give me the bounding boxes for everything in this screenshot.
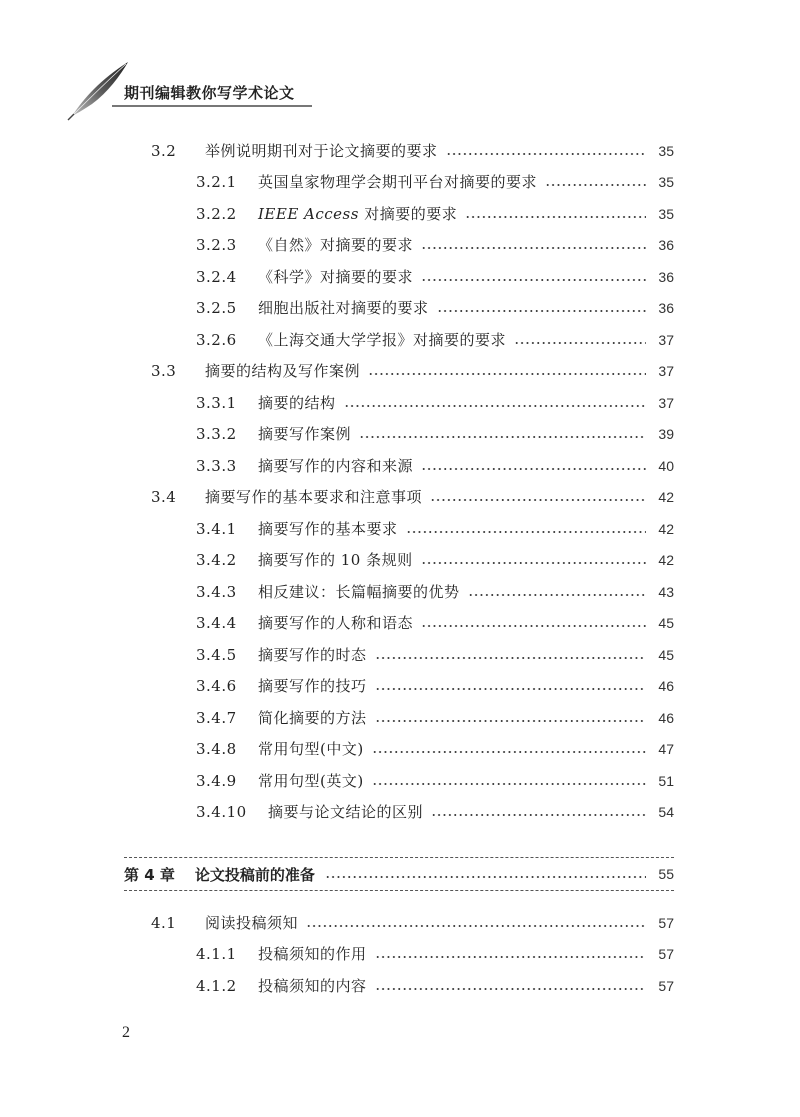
page-ref: 45 bbox=[658, 615, 674, 631]
toc-chapter-4[interactable] bbox=[124, 857, 674, 891]
page-ref: 35 bbox=[658, 174, 674, 190]
dot-leader bbox=[421, 279, 646, 281]
journal-name: IEEE Access bbox=[258, 205, 359, 223]
section-number: 3.2.3 bbox=[196, 236, 237, 254]
section-number: 3.2.5 bbox=[196, 299, 237, 317]
page-ref: 46 bbox=[658, 710, 674, 726]
dot-leader bbox=[421, 247, 646, 249]
toc-entry-3-4[interactable] bbox=[151, 485, 674, 509]
section-number: 3.4.7 bbox=[196, 709, 237, 727]
dot-leader bbox=[375, 657, 646, 659]
page-ref: 36 bbox=[658, 269, 674, 285]
section-title: 摘要写作的内容和来源 bbox=[258, 457, 414, 475]
section-number: 3.3.3 bbox=[196, 457, 237, 475]
toc-entry-3-2-6[interactable] bbox=[196, 328, 674, 352]
page-ref: 36 bbox=[658, 237, 674, 253]
dot-leader bbox=[375, 720, 646, 722]
toc-entry-4-1-2[interactable] bbox=[196, 974, 674, 998]
section-number: 3.4.8 bbox=[196, 740, 237, 758]
toc-entry-3-4-2[interactable] bbox=[196, 548, 674, 572]
chapter-number: 第 4 章 bbox=[124, 865, 175, 884]
dot-leader bbox=[468, 594, 646, 596]
page-ref: 54 bbox=[658, 804, 674, 820]
dot-leader bbox=[514, 342, 646, 344]
dot-leader bbox=[406, 531, 646, 533]
section-title: 投稿须知的内容 bbox=[258, 977, 367, 995]
section-title: 摘要写作的基本要求和注意事项 bbox=[205, 488, 423, 506]
dot-leader bbox=[437, 310, 646, 312]
section-title: 摘要的结构 bbox=[258, 394, 336, 412]
section-title: 摘要写作的基本要求 bbox=[258, 520, 398, 538]
page-ref: 57 bbox=[658, 978, 674, 994]
page-ref: 40 bbox=[658, 458, 674, 474]
page-ref: 42 bbox=[658, 521, 674, 537]
toc-entry-3-2[interactable] bbox=[151, 139, 674, 163]
section-number: 3.4.1 bbox=[196, 520, 237, 538]
section-title: 摘要与论文结论的区别 bbox=[268, 803, 424, 821]
page-ref: 47 bbox=[658, 741, 674, 757]
page-ref: 39 bbox=[658, 426, 674, 442]
toc-entry-3-4-4[interactable] bbox=[196, 611, 674, 635]
toc-entry-3-4-7[interactable] bbox=[196, 706, 674, 730]
dot-leader bbox=[430, 499, 646, 501]
page-ref: 35 bbox=[658, 206, 674, 222]
toc-entry-3-4-10[interactable] bbox=[196, 800, 674, 824]
chapter-title: 论文投稿前的准备 bbox=[194, 865, 315, 884]
page-ref: 37 bbox=[658, 363, 674, 379]
toc-entry-3-3[interactable] bbox=[151, 359, 674, 383]
toc-entry-3-4-8[interactable] bbox=[196, 737, 674, 761]
page-ref: 42 bbox=[658, 552, 674, 568]
page-ref: 46 bbox=[658, 678, 674, 694]
section-number: 4.1.1 bbox=[196, 945, 237, 963]
toc-entry-3-4-1[interactable] bbox=[196, 517, 674, 541]
page-ref: 51 bbox=[658, 773, 674, 789]
section-number: 3.4.6 bbox=[196, 677, 237, 695]
section-title: 阅读投稿须知 bbox=[205, 914, 299, 932]
dot-leader bbox=[368, 373, 646, 375]
toc-entry-3-3-3[interactable] bbox=[196, 454, 674, 478]
section-number: 3.2.6 bbox=[196, 331, 237, 349]
section-title: 英国皇家物理学会期刊平台对摘要的要求 bbox=[258, 173, 538, 191]
page-ref: 55 bbox=[658, 866, 674, 882]
section-title: 摘要写作案例 bbox=[258, 425, 352, 443]
toc-entry-3-4-9[interactable] bbox=[196, 769, 674, 793]
section-number: 4.1.2 bbox=[196, 977, 237, 995]
section-number: 3.3 bbox=[151, 362, 177, 380]
toc-entry-3-4-5[interactable] bbox=[196, 643, 674, 667]
dot-leader bbox=[359, 436, 646, 438]
section-title: 相反建议：长篇幅摘要的优势 bbox=[258, 583, 460, 601]
dot-leader bbox=[431, 814, 646, 816]
page-ref: 43 bbox=[658, 584, 674, 600]
dot-leader bbox=[306, 925, 646, 927]
section-number: 4.1 bbox=[151, 914, 177, 932]
section-number: 3.4.9 bbox=[196, 772, 237, 790]
section-title: 《上海交通大学学报》对摘要的要求 bbox=[258, 331, 507, 349]
toc-entry-4-1-1[interactable] bbox=[196, 942, 674, 966]
page-ref: 36 bbox=[658, 300, 674, 316]
page-ref: 45 bbox=[658, 647, 674, 663]
section-number: 3.3.1 bbox=[196, 394, 237, 412]
section-title: 摘要写作的 10 条规则 bbox=[258, 551, 413, 569]
section-title: 摘要写作的时态 bbox=[258, 646, 367, 664]
dot-leader bbox=[325, 876, 646, 878]
section-title: 《科学》对摘要的要求 bbox=[258, 268, 414, 286]
toc-entry-3-3-2[interactable] bbox=[196, 422, 674, 446]
section-number: 3.4.4 bbox=[196, 614, 237, 632]
section-title: 摘要的结构及写作案例 bbox=[205, 362, 361, 380]
section-number: 3.4.5 bbox=[196, 646, 237, 664]
dot-leader bbox=[421, 562, 646, 564]
page-number: 2 bbox=[122, 1024, 130, 1041]
section-title: 简化摘要的方法 bbox=[258, 709, 367, 727]
section-title bbox=[248, 202, 465, 226]
section-title: 《自然》对摘要的要求 bbox=[258, 236, 414, 254]
toc-entry-3-2-4[interactable] bbox=[196, 265, 674, 289]
section-number: 3.2 bbox=[151, 142, 177, 160]
toc-entry-3-4-3[interactable] bbox=[196, 580, 674, 604]
section-title-rest: 对摘要的要求 bbox=[358, 205, 458, 223]
section-title: 摘要写作的技巧 bbox=[258, 677, 367, 695]
section-number: 3.3.2 bbox=[196, 425, 237, 443]
page-ref: 57 bbox=[658, 946, 674, 962]
dot-leader bbox=[372, 751, 646, 753]
toc-entry-3-2-1[interactable] bbox=[196, 170, 674, 194]
section-title: 细胞出版社对摘要的要求 bbox=[258, 299, 429, 317]
dot-leader bbox=[465, 216, 646, 218]
page-ref: 35 bbox=[658, 143, 674, 159]
section-title: 举例说明期刊对于论文摘要的要求 bbox=[205, 142, 438, 160]
dot-leader bbox=[545, 184, 646, 186]
section-number: 3.4.2 bbox=[196, 551, 237, 569]
section-number: 3.4.10 bbox=[196, 803, 247, 821]
section-title: 常用句型(英文) bbox=[258, 772, 364, 790]
section-number: 3.2.2 bbox=[196, 205, 237, 223]
running-header-title: 期刊编辑教你写学术论文 bbox=[124, 84, 295, 102]
dot-leader bbox=[446, 153, 646, 155]
section-title: 摘要写作的人称和语态 bbox=[258, 614, 414, 632]
page-ref: 37 bbox=[658, 395, 674, 411]
dot-leader bbox=[375, 956, 646, 958]
page-ref: 57 bbox=[658, 915, 674, 931]
section-number: 3.2.4 bbox=[196, 268, 237, 286]
toc-entry-3-2-5[interactable] bbox=[196, 296, 674, 320]
toc-entry-3-3-1[interactable] bbox=[196, 391, 674, 415]
section-title: 常用句型(中文) bbox=[258, 740, 364, 758]
toc-entry-3-2-3[interactable] bbox=[196, 233, 674, 257]
dot-leader bbox=[372, 783, 646, 785]
page-ref: 37 bbox=[658, 332, 674, 348]
section-title: 投稿须知的作用 bbox=[258, 945, 367, 963]
dot-leader bbox=[421, 625, 646, 627]
section-number: 3.4 bbox=[151, 488, 177, 506]
dot-leader bbox=[344, 405, 646, 407]
page-ref: 42 bbox=[658, 489, 674, 505]
dot-leader bbox=[375, 988, 646, 990]
toc-entry-3-4-6[interactable] bbox=[196, 674, 674, 698]
dot-leader bbox=[375, 688, 646, 690]
dot-leader bbox=[421, 468, 646, 470]
toc-entry-3-2-2[interactable] bbox=[196, 202, 674, 226]
toc-entry-4-1[interactable] bbox=[151, 911, 674, 935]
section-number: 3.4.3 bbox=[196, 583, 237, 601]
section-number: 3.2.1 bbox=[196, 173, 237, 191]
